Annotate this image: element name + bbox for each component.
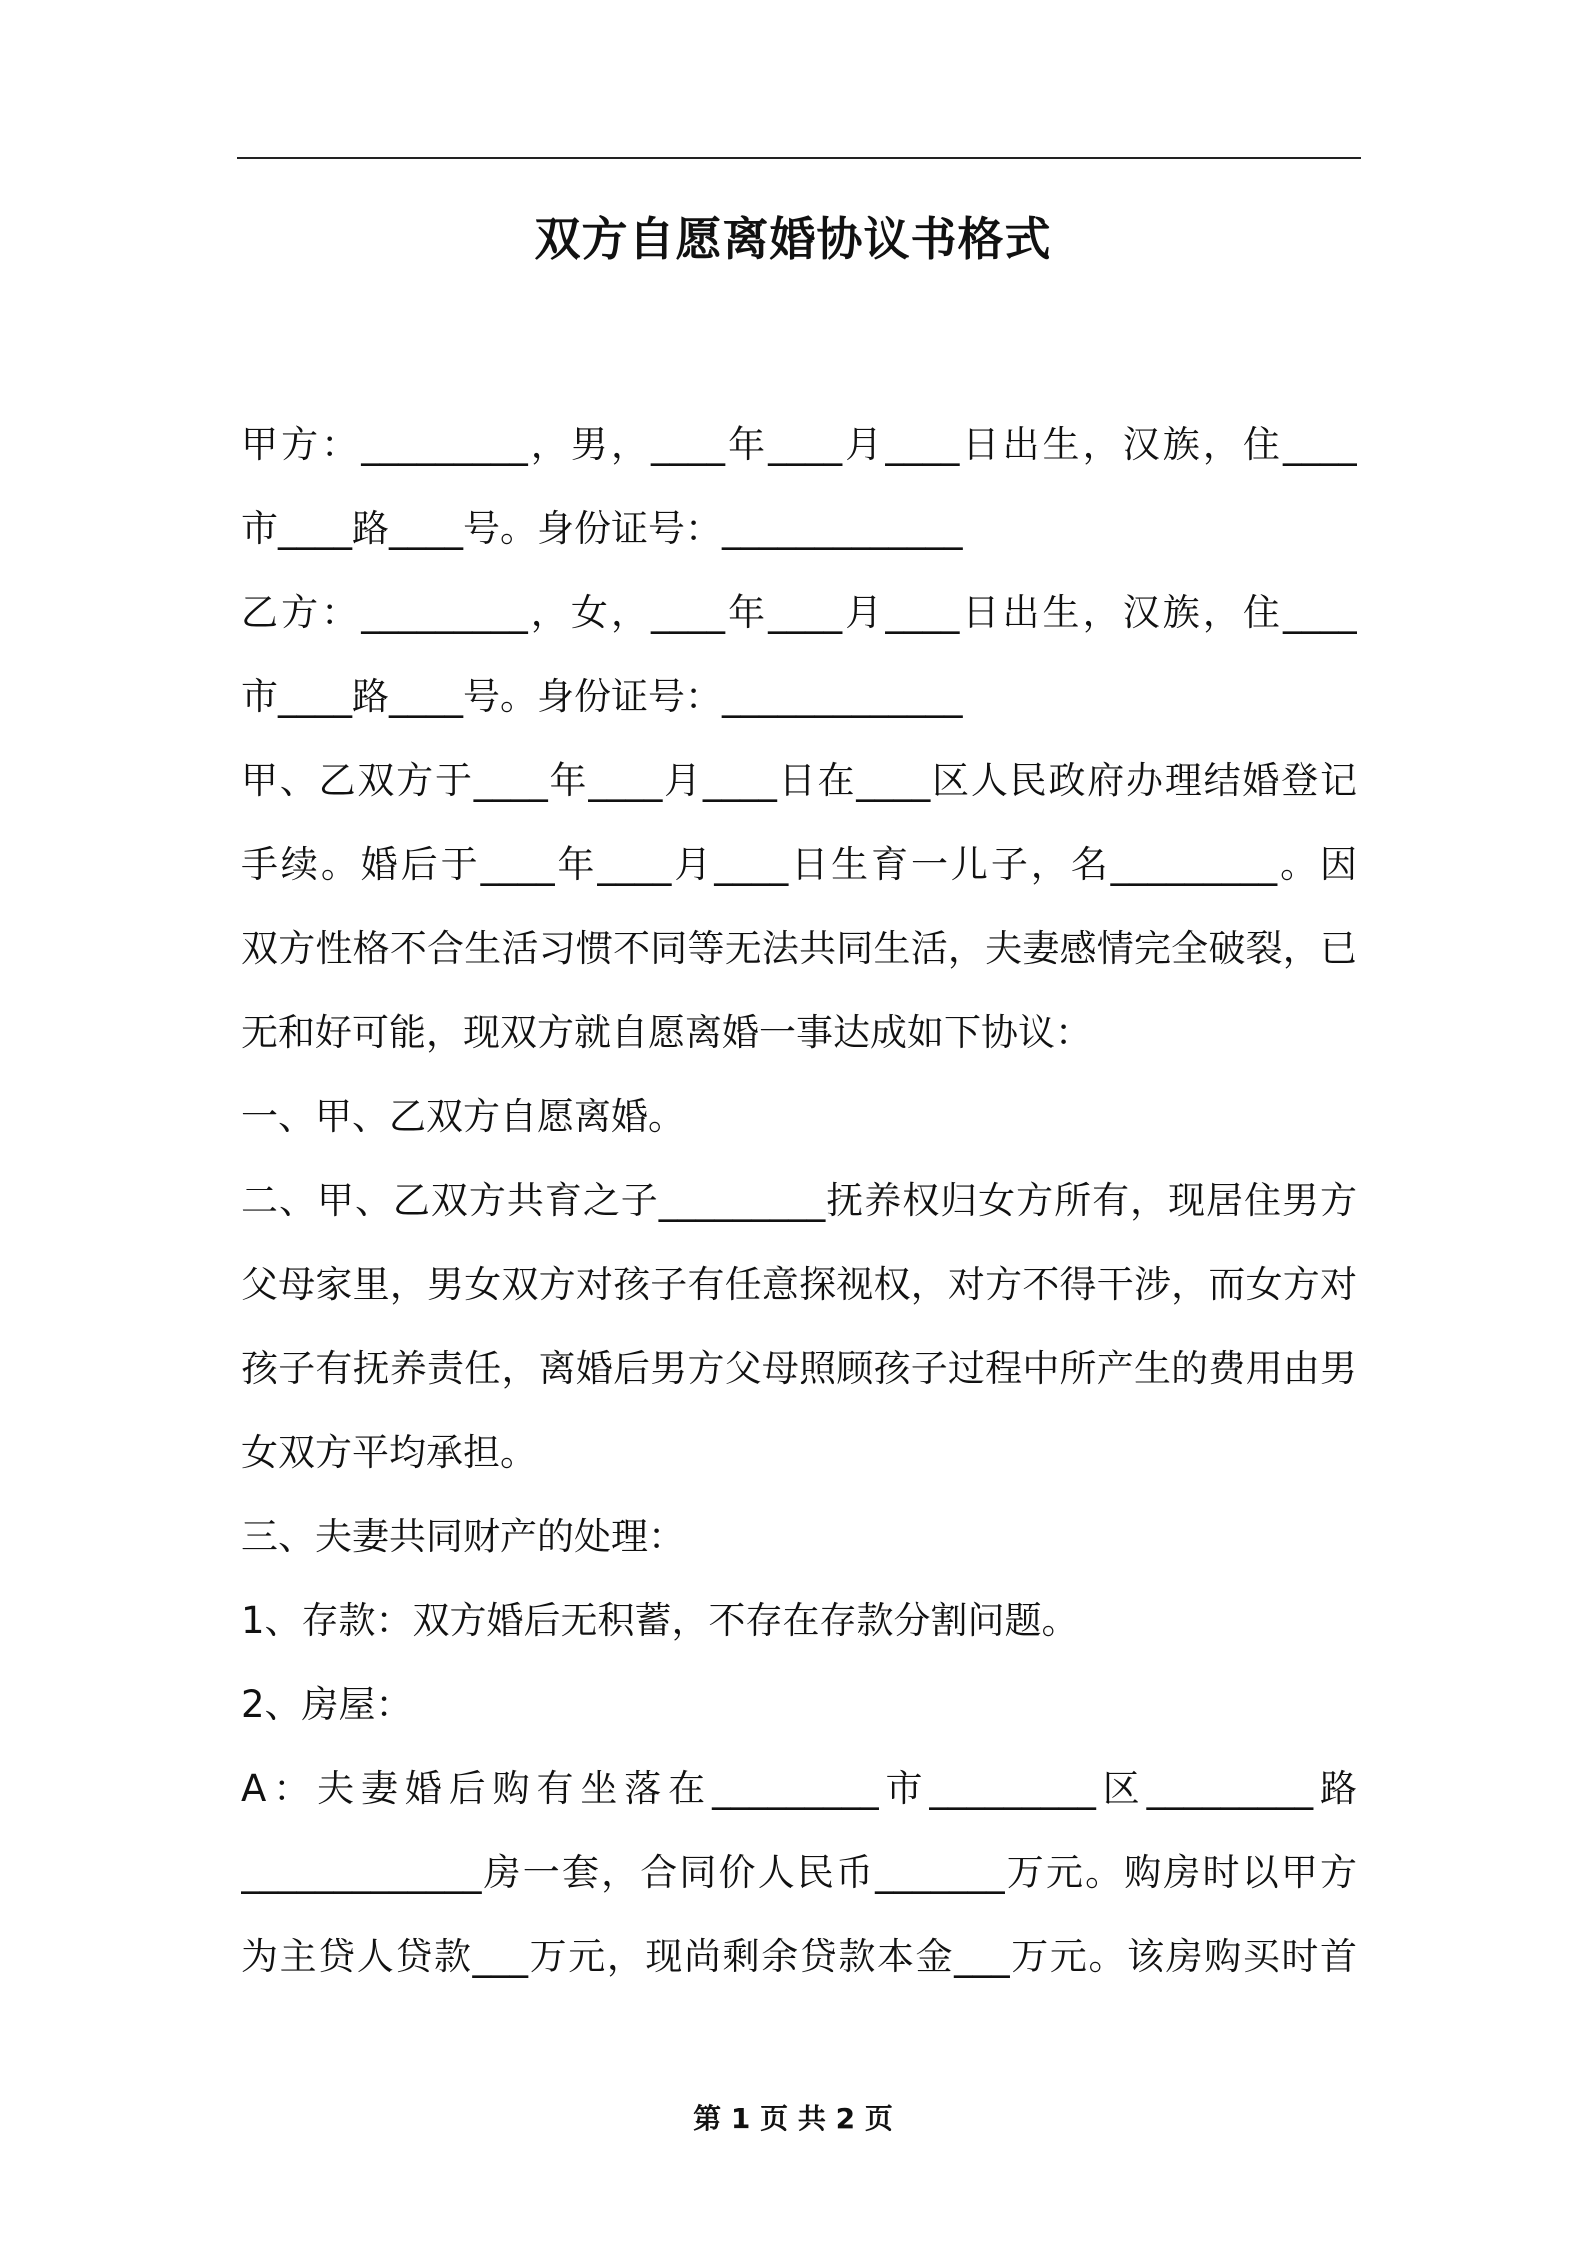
property-line-1: A：夫妻婚后购有坐落在_________市_________区_________路: [241, 1767, 1357, 1810]
party-a-line-2: 市____路____号。身份证号：_____________: [241, 507, 963, 550]
marriage-line-2: 手续。婚后于____年____月____日生育一儿子，名_________。因: [241, 843, 1357, 886]
marriage-line-3: 双方性格不合生活习惯不同等无法共同生活，夫妻感情完全破裂，已: [241, 927, 1357, 970]
page-number-footer: 第 1 页 共 2 页: [693, 2102, 893, 2135]
clause-1: 一、甲、乙双方自愿离婚。: [241, 1095, 685, 1138]
clause-3-item-1: 1、存款：双方婚后无积蓄，不存在存款分割问题。: [241, 1599, 1079, 1642]
document-title: 双方自愿离婚协议书格式: [534, 212, 1052, 266]
property-line-2: _____________房一套，合同价人民币_______万元。购房时以甲方: [241, 1851, 1357, 1894]
party-b-line-2: 市____路____号。身份证号：_____________: [241, 675, 963, 718]
marriage-line-4: 无和好可能，现双方就自愿离婚一事达成如下协议：: [241, 1011, 1092, 1054]
clause-3-heading: 三、夫妻共同财产的处理：: [241, 1515, 685, 1558]
party-b-line-1: 乙方：_________，女，____年____月____日出生，汉族，住____: [241, 591, 1357, 634]
header-rule: [237, 157, 1361, 159]
clause-2-line-4: 女双方平均承担。: [241, 1431, 537, 1474]
clause-2-line-1: 二、甲、乙双方共育之子_________抚养权归女方所有，现居住男方: [241, 1179, 1357, 1222]
clause-2-line-3: 孩子有抚养责任，离婚后男方父母照顾孩子过程中所产生的费用由男: [241, 1347, 1357, 1390]
party-a-line-1: 甲方：_________，男，____年____月____日出生，汉族，住____: [241, 423, 1357, 466]
marriage-line-1: 甲、乙双方于____年____月____日在____区人民政府办理结婚登记: [241, 759, 1357, 802]
clause-3-item-2: 2、房屋：: [241, 1683, 413, 1726]
property-line-3: 为主贷人贷款___万元，现尚剩余贷款本金___万元。该房购买时首: [241, 1935, 1357, 1978]
document-body: [241, 403, 1357, 1999]
clause-2-line-2: 父母家里，男女双方对孩子有任意探视权，对方不得干涉，而女方对: [241, 1263, 1357, 1306]
